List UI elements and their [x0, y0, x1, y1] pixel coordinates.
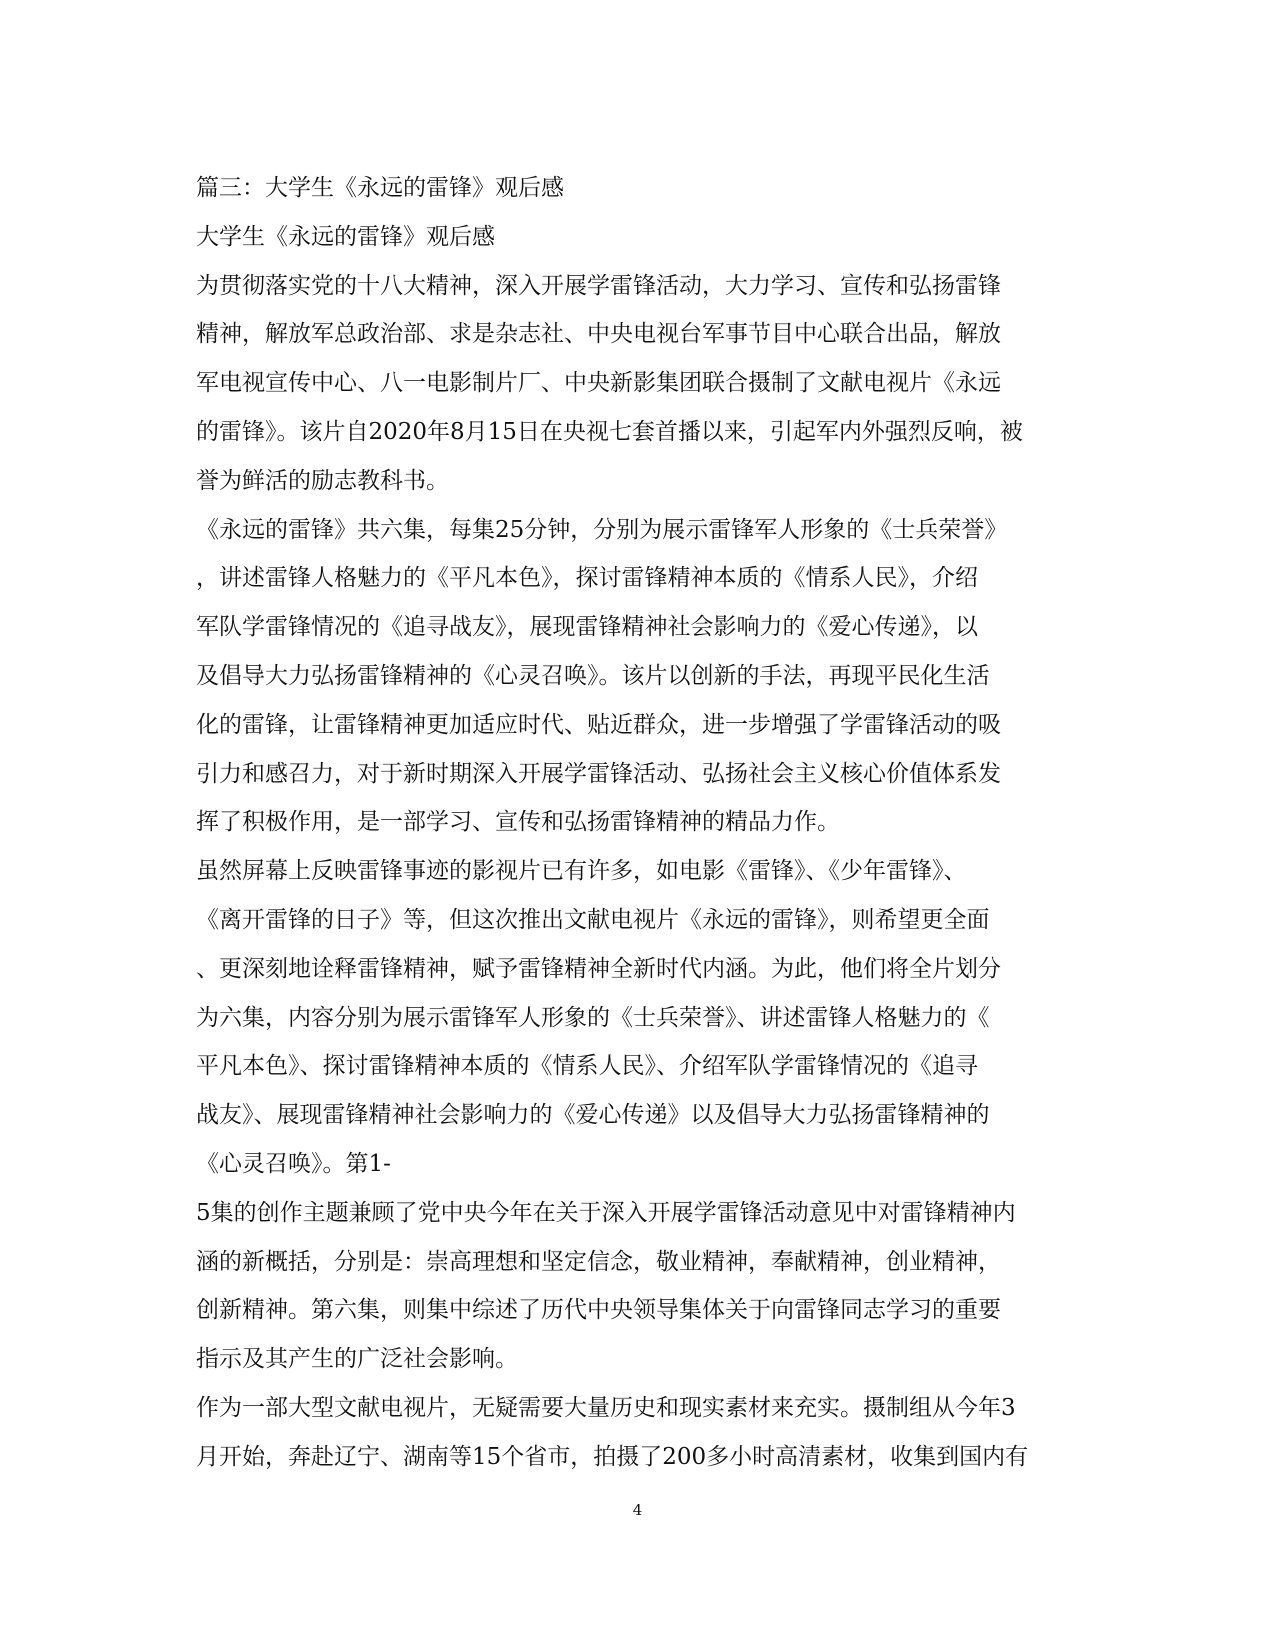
- text-line: 5集的创作主题兼顾了党中央今年在关于深入开展学雷锋活动意见中对雷锋精神内: [196, 1199, 1016, 1226]
- text-line: 挥了积极作用，是一部学习、宣传和弘扬雷锋精神的精品力作。: [196, 809, 840, 836]
- text-line: 引力和感召力，对于新时期深入开展学雷锋活动、弘扬社会主义核心价值体系发: [196, 760, 1001, 787]
- text-line: 涵的新概括，分别是：崇高理想和坚定信念，敬业精神，奉献精神，创业精神，: [196, 1248, 1001, 1275]
- body-text: [196, 164, 1086, 1482]
- text-line: 军电视宣传中心、八一电影制片厂、中央新影集团联合摄制了文献电视片《永远: [196, 370, 1001, 397]
- page-number: 4: [632, 1501, 643, 1519]
- text-line: 平凡本色》、探讨雷锋精神本质的《情系人民》、介绍军队学雷锋情况的《追寻: [196, 1053, 978, 1080]
- text-line: 虽然屏幕上反映雷锋事迹的影视片已有许多，如电影《雷锋》、《少年雷锋》、: [196, 858, 967, 885]
- text-line: ，讲述雷锋人格魅力的《平凡本色》，探讨雷锋精神本质的《情系人民》，介绍: [196, 565, 978, 592]
- text-line: 月开始，奔赴辽宁、湖南等15个省市，拍摄了200多小时高清素材，收集到国内有: [196, 1443, 1029, 1470]
- text-line: 创新精神。第六集，则集中综述了历代中央领导集体关于向雷锋同志学习的重要: [196, 1297, 1001, 1324]
- text-line: 、更深刻地诠释雷锋精神，赋予雷锋精神全新时代内涵。为此，他们将全片划分: [196, 955, 1001, 982]
- section-heading: 篇三：大学生《永远的雷锋》观后感: [196, 175, 564, 201]
- text-line: 《心灵召唤》。第1-: [196, 1150, 391, 1177]
- article-title: 大学生《永远的雷锋》观后感: [196, 223, 495, 250]
- text-line: 《永远的雷锋》共六集，每集25分钟，分别为展示雷锋军人形象的《士兵荣誉》: [196, 516, 1008, 543]
- text-line: 军队学雷锋情况的《追寻战友》，展现雷锋精神社会影响力的《爱心传递》，以: [196, 614, 978, 641]
- text-line: 《离开雷锋的日子》等，但这次推出文献电视片《永远的雷锋》，则希望更全面: [196, 906, 990, 933]
- text-line: 誉为鲜活的励志教科书。: [196, 467, 449, 494]
- text-line: 为六集，内容分别为展示雷锋军人形象的《士兵荣誉》、讲述雷锋人格魅力的《: [196, 1004, 990, 1031]
- text-line: 及倡导大力弘扬雷锋精神的《心灵召唤》。该片以创新的手法，再现平民化生活: [196, 662, 990, 689]
- text-line: 的雷锋》。该片自2020年8月15日在央视七套首播以来，引起军内外强烈反响，被: [196, 418, 1023, 445]
- text-line: 指示及其产生的广泛社会影响。: [196, 1346, 518, 1373]
- text-line: 为贯彻落实党的十八大精神，深入开展学雷锋活动，大力学习、宣传和弘扬雷锋: [196, 272, 1001, 299]
- text-line: 战友》、展现雷锋精神社会影响力的《爱心传递》以及倡导大力弘扬雷锋精神的: [196, 1102, 990, 1129]
- text-line: 化的雷锋，让雷锋精神更加适应时代、贴近群众，进一步增强了学雷锋活动的吸: [196, 711, 1001, 738]
- text-line: 作为一部大型文献电视片，无疑需要大量历史和现实素材来充实。摄制组从今年3: [196, 1394, 1016, 1421]
- text-line: 精神，解放军总政治部、求是杂志社、中央电视台军事节目中心联合出品，解放: [196, 321, 1001, 348]
